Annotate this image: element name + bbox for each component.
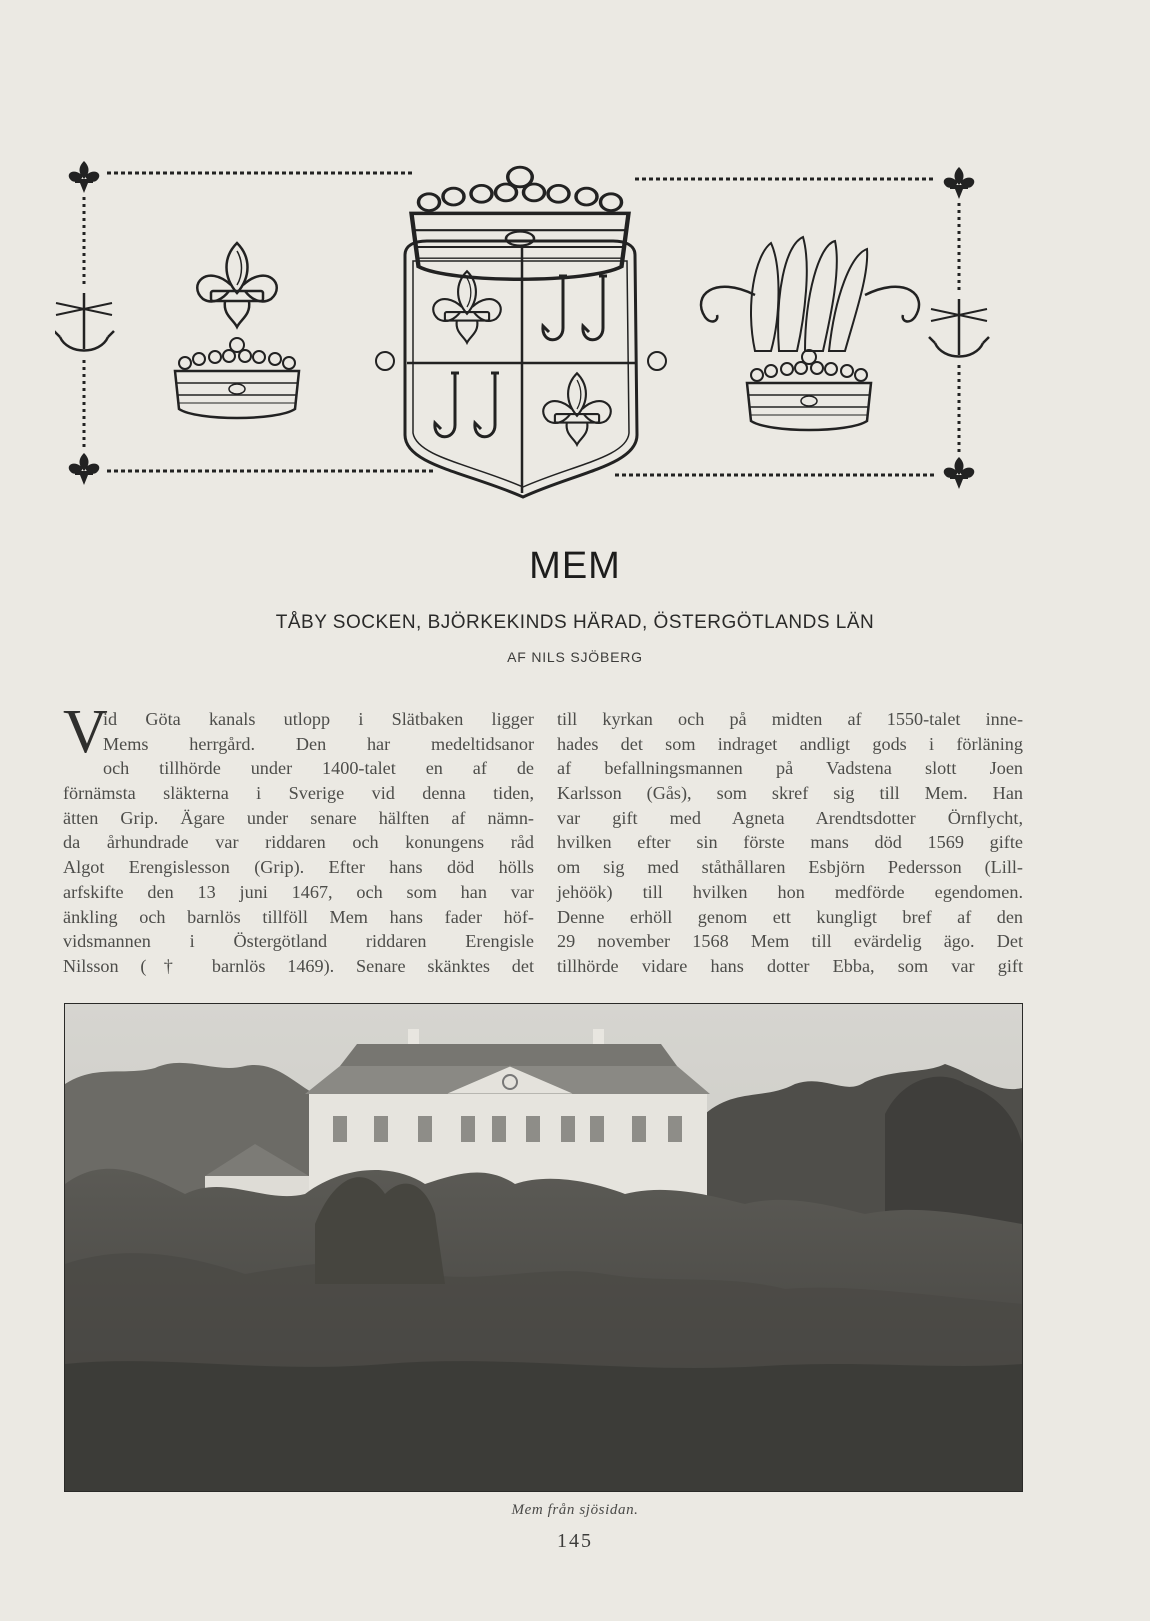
coat-of-arms-shield-icon: [376, 167, 666, 497]
manor-photograph: [64, 1003, 1023, 1492]
text-line: änkling och barnlös tillföll Mem hans fader höf-: [63, 906, 534, 927]
text-line: af befallningsmannen på Vadstena slott Joen: [557, 758, 1023, 779]
text-line: 29 november 1568 Mem till evärdelig ägo. Det: [557, 931, 1023, 952]
right-plumed-coronet-icon: [701, 237, 919, 430]
article-column-left: [63, 707, 534, 979]
left-coronet-fleur-icon: [175, 243, 299, 418]
photo-caption: Mem från sjösidan.: [511, 1502, 639, 1518]
text-line: Algot Erengislesson (Grip). Efter hans död hölls: [63, 857, 534, 878]
author-byline: AF NILS SJÖBERG: [507, 649, 643, 665]
text-line: hvilken efter sin förste mans död 1569 gifte: [557, 832, 1023, 853]
text-line: Denne erhöll genom ett kungligt bref af den: [557, 906, 1023, 927]
page-number: 145: [557, 1530, 593, 1552]
text-line: hades det som indraget andligt gods i förläning: [557, 733, 1023, 754]
text-line: och tillhörde under 1400-talet en af de: [103, 758, 534, 779]
location-subtitle: TÅBY SOCKEN, BJÖRKEKINDS HÄRAD, ÖSTERGÖTLANDS LÄN: [275, 612, 875, 633]
text-line: förnämsta släkterna i Sverige vid denna tiden,: [63, 783, 534, 804]
anchor-icon: [929, 299, 989, 357]
text-line: arfskifte den 13 juni 1467, och som han var: [63, 881, 534, 902]
heraldic-header-ornament: [55, 145, 1025, 520]
manor-house-image: [65, 1004, 1022, 1491]
text-line: Mems herrgård. Den har medeltidsanor: [103, 733, 534, 754]
corner-fleur-icon: [944, 457, 975, 489]
text-line: Nilsson († barnlös 1469). Senare skänktes det: [63, 955, 534, 976]
article-column-right: [557, 707, 1023, 979]
anchor-icon: [55, 293, 114, 351]
text-line: till kyrkan och på midten af 1550-talet inne-: [557, 709, 1023, 729]
text-line: id Göta kanals utlopp i Slätbaken ligger: [103, 709, 534, 729]
corner-fleur-icon: [69, 161, 100, 193]
text-line: ätten Grip. Ägare under senare hälften af nämn-: [63, 807, 534, 828]
text-line: vidsmannen i Östergötland riddaren Erengisle: [63, 931, 534, 952]
page-title: MEM: [529, 545, 621, 587]
text-line: var gift med Agneta Arendtsdotter Örnflycht,: [557, 807, 1023, 828]
drop-cap: V: [63, 698, 108, 766]
corner-fleur-icon: [944, 167, 975, 199]
text-line: tillhörde vidare hans dotter Ebba, som var gift: [557, 955, 1023, 976]
text-line: da århundrade var riddaren och konungens råd: [63, 832, 534, 853]
text-line: om sig med ståthållaren Esbjörn Pedersson (Lill-: [557, 857, 1023, 878]
corner-fleur-icon: [69, 453, 100, 485]
text-line: Karlsson (Gås), som skref sig till Mem. Han: [557, 783, 1023, 804]
text-line: jehöök) till hvilken hon medförde egendomen.: [557, 881, 1023, 902]
